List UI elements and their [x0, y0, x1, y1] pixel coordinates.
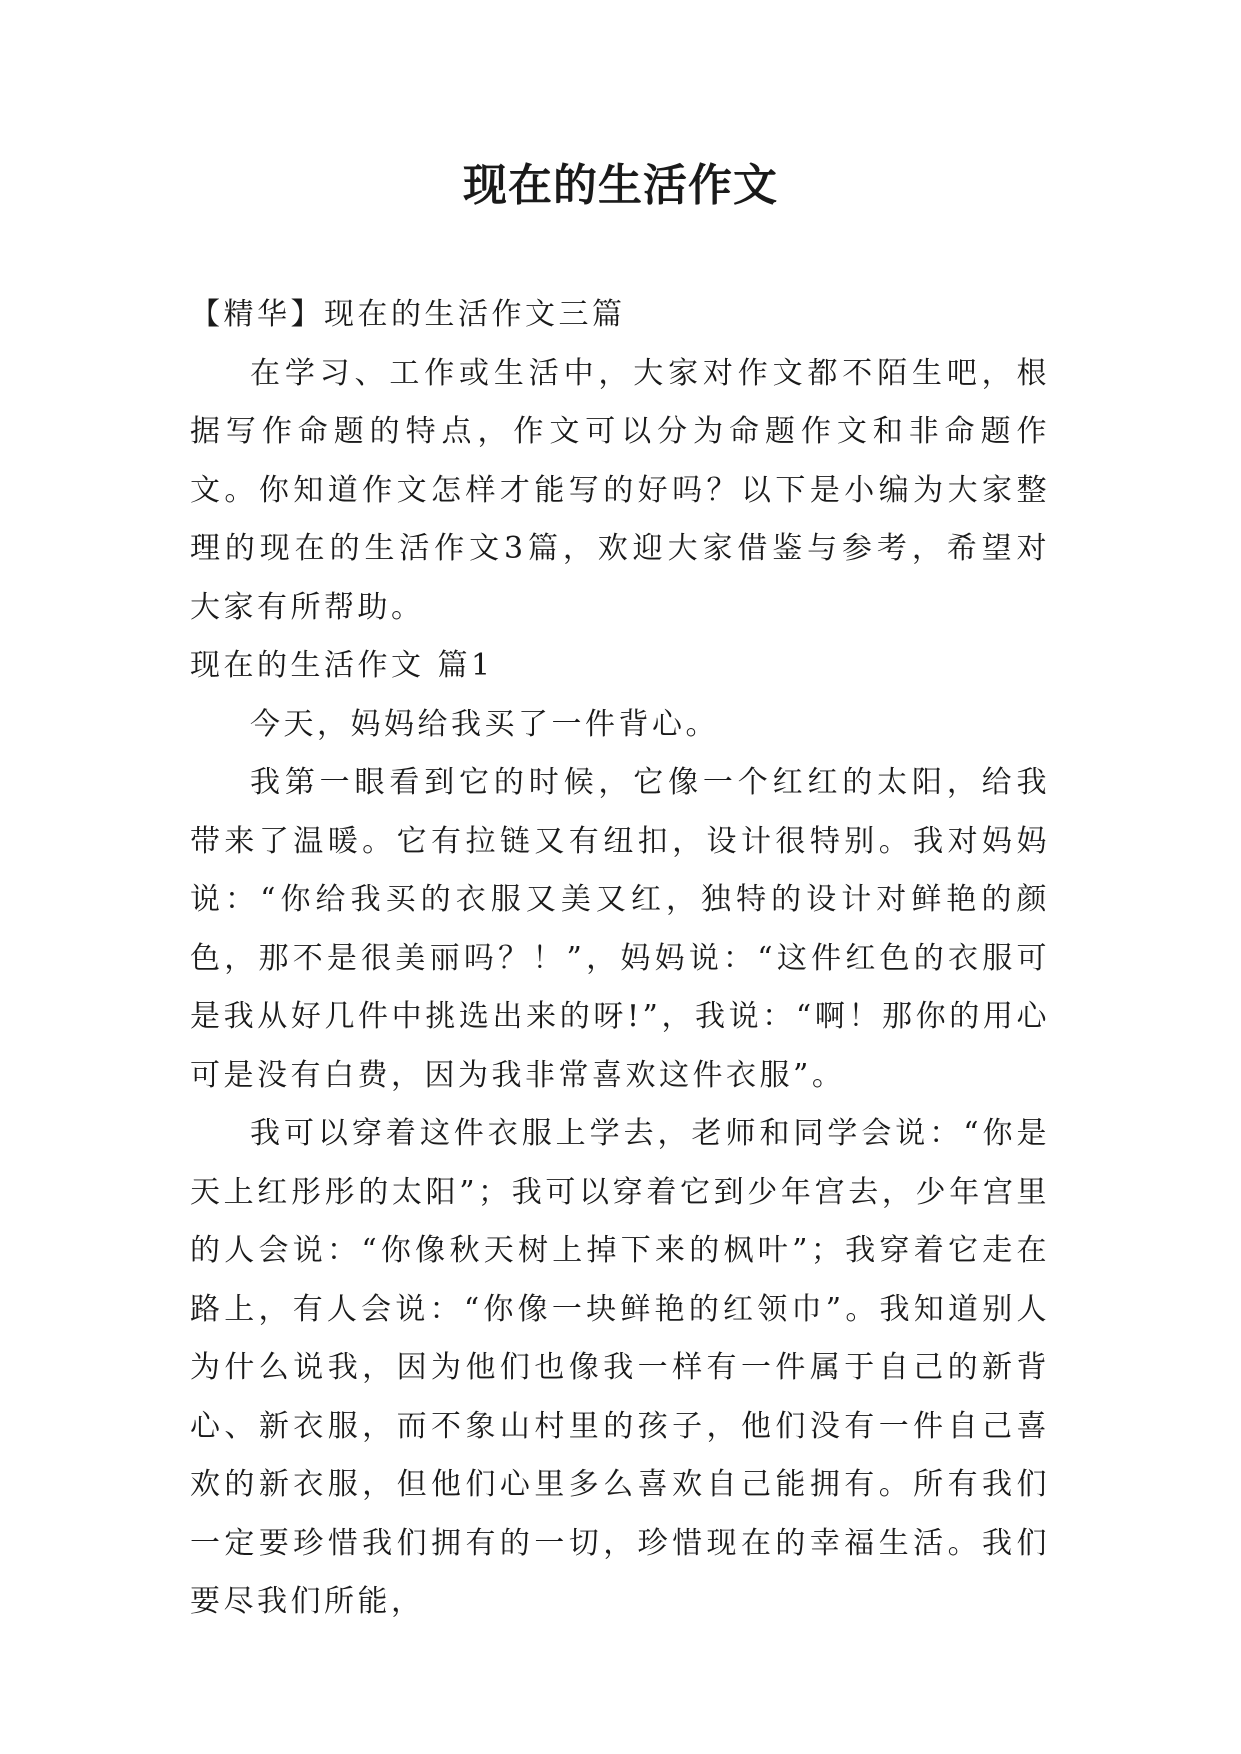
- body-paragraph: 今天，妈妈给我买了一件背心。: [250, 706, 719, 742]
- document-title: 现在的生活作文: [463, 160, 778, 211]
- document-body: [190, 286, 1050, 1632]
- section-heading: 现在的生活作文 篇1: [190, 648, 494, 683]
- intro-paragraph: 在学习、工作或生活中，大家对作文都不陌生吧，根据写作命题的特点，作文可以分为命题作文和非命题作文。你知道作文怎样才能写的好吗？以下是小编为大家整理的现在的生活作文3篇，欢迎大家借鉴与参考，希望对大家有所帮助。: [190, 355, 1050, 625]
- body-paragraph: 我可以穿着这件衣服上学去，老师和同学会说：“你是天上红彤彤的太阳”；我可以穿着它到少年宫去，少年宫里的人会说：“你像秋天树上掉下来的枫叶”；我穿着它走在路上，有人会说：“你像一块鲜艳的红领巾”。我知道别人为什么说我，因为他们也像我一样有一件属于自己的新背心、新衣服，而不象山村里的孩子，他们没有一件自己喜欢的新衣服，但他们心里多么喜欢自己能拥有。所有我们一定要珍惜我们拥有的一切，珍惜现在的幸福生活。我们要尽我们所能，: [190, 1116, 1050, 1619]
- document-subtitle: 【精华】现在的生活作文三篇: [190, 297, 626, 332]
- body-paragraph: 我第一眼看到它的时候，它像一个红红的太阳，给我带来了温暖。它有拉链又有纽扣，设计很特别。我对妈妈说：“你给我买的衣服又美又红，独特的设计对鲜艳的颜色，那不是很美丽吗？！”，妈妈说：“这件红色的衣服可是我从好几件中挑选出来的呀!”，我说：“啊！那你的用心可是没有白费，因为我非常喜欢这件衣服”。: [190, 765, 1050, 1093]
